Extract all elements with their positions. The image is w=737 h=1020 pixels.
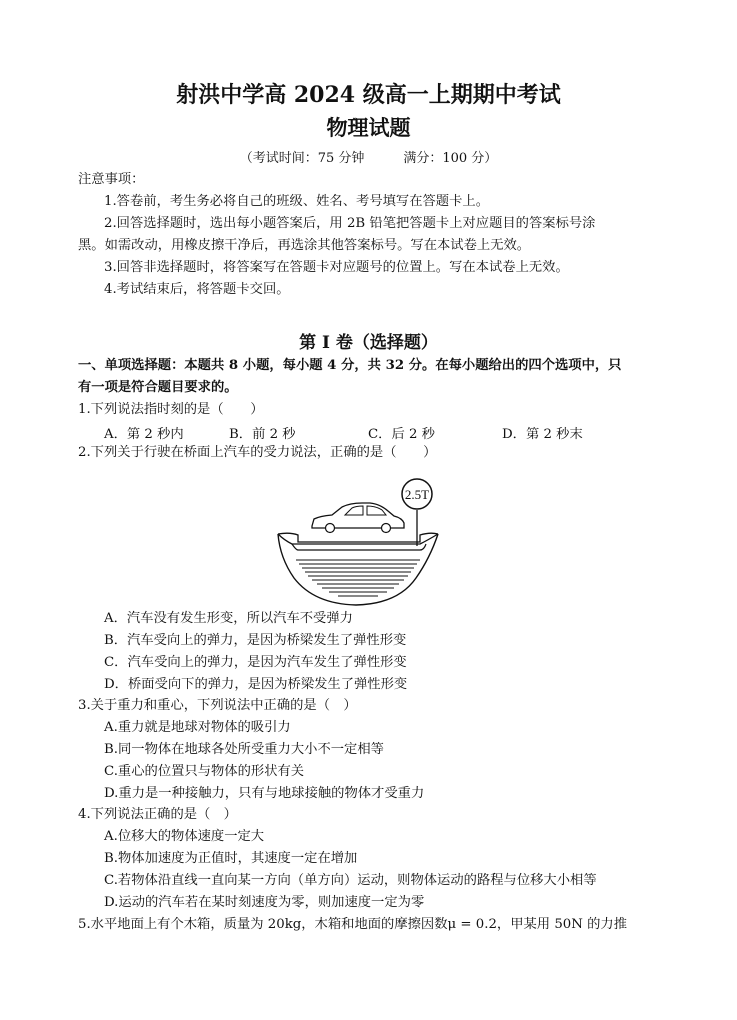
q3-stem: 3.关于重力和重心，下列说法中正确的是（ ） [78, 698, 357, 713]
q2-option-a: A．汽车没有发生形变，所以汽车不受弹力 [104, 611, 353, 626]
section-instruction: 有一项是符合题目要求的。 [78, 380, 238, 395]
q3-option-b: B.同一物体在地球各处所受重力大小不一定相等 [104, 742, 384, 757]
q4-option-a: A.位移大的物体速度一定大 [104, 829, 265, 844]
q2-option-b: B．汽车受向上的弹力，是因为桥梁发生了弹性形变 [104, 633, 407, 648]
q1-option-d: D．第 2 秒末 [502, 427, 583, 442]
q3-option-a: A.重力就是地球对物体的吸引力 [104, 720, 291, 735]
q1-option-c: C．后 2 秒 [368, 427, 435, 442]
notice-item: 1.答卷前，考生务必将自己的班级、姓名、考号填写在答题卡上。 [104, 194, 489, 209]
load-limit-sign: 2.5T [404, 487, 430, 502]
q4-option-c: C.若物体沿直线一直向某一方向（单方向）运动，则物体运动的路程与位移大小相等 [104, 873, 597, 888]
notice-heading: 注意事项： [78, 172, 145, 187]
q5-stem: 5.水平地面上有个木箱，质量为 20kg，木箱和地面的摩擦因数μ = 0.2，甲某用 50N 的力推 [78, 917, 627, 932]
exam-title: 射洪中学高 2024 级高一上期期中考试 [176, 82, 561, 108]
exam-info: （考试时间：75 分钟 满分：100 分） [239, 151, 498, 166]
q2-option-d: D．桥面受向下的弹力，是因为桥梁发生了弹性形变 [104, 677, 408, 692]
q4-stem: 4.下列说法正确的是（ ） [78, 807, 237, 822]
q2-option-c: C．汽车受向上的弹力，是因为汽车发生了弹性形变 [104, 655, 407, 670]
q1-option-b: B．前 2 秒 [229, 427, 296, 442]
q3-option-c: C.重心的位置只与物体的形状有关 [104, 764, 305, 779]
q1-option-a: A．第 2 秒内 [104, 427, 184, 442]
notice-item: 4.考试结束后，将答题卡交回。 [104, 282, 290, 297]
section-instruction: 一、单项选择题：本题共 8 小题，每小题 4 分，共 32 分。在每小题给出的四个选项中，只 [78, 358, 622, 373]
q4-option-d: D.运动的汽车若在某时刻速度为零，则加速度一定为零 [104, 895, 425, 910]
subject-title: 物理试题 [326, 115, 411, 140]
notice-item: 2.回答选择题时，选出每小题答案后，用 2B 铅笔把答题卡上对应题目的答案标号涂 [104, 216, 596, 231]
q2-stem: 2.下列关于行驶在桥面上汽车的受力说法，正确的是（ ） [78, 445, 437, 460]
notice-item: 3.回答非选择题时，将答案写在答题卡对应题号的位置上。写在本试卷上无效。 [104, 260, 569, 275]
q1-stem: 1.下列说法指时刻的是（ ） [78, 402, 264, 417]
q3-option-d: D.重力是一种接触力，只有与地球接触的物体才受重力 [104, 786, 425, 801]
section-title: 第 I 卷（选择题） [299, 333, 438, 353]
bridge-car-figure [270, 478, 440, 606]
notice-item: 黑。如需改动，用橡皮擦干净后，再选涂其他答案标号。写在本试卷上无效。 [78, 238, 531, 253]
q4-option-b: B.物体加速度为正值时，其速度一定在增加 [104, 851, 358, 866]
